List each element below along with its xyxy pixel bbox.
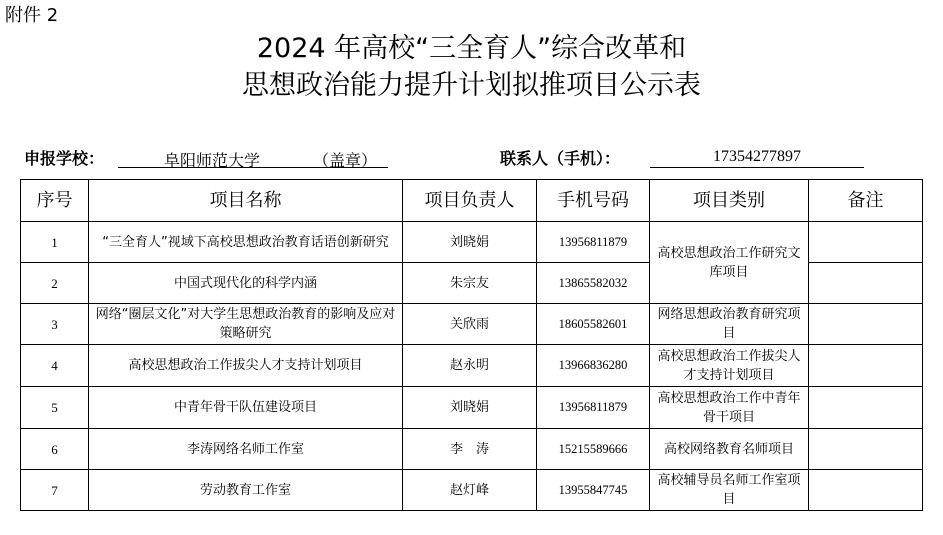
row-phone: 13956811879	[537, 387, 650, 429]
page-title-line2: 思想政治能力提升计划拟推项目公示表	[242, 70, 701, 101]
table-row	[21, 429, 923, 470]
row-phone: 18605582601	[537, 304, 650, 345]
row-phone: 13966836280	[537, 345, 650, 387]
table-row	[21, 345, 923, 387]
row-leader: 赵灯峰	[403, 470, 537, 511]
table-row	[21, 222, 923, 263]
row-phone: 13865582032	[537, 263, 650, 304]
header-leader: 项目负责人	[403, 180, 537, 222]
row-category: 高校辅导员名师工作室项目	[650, 470, 809, 511]
row-note	[809, 345, 923, 387]
header-note: 备注	[809, 180, 923, 222]
project-table	[20, 179, 923, 511]
row-leader: 朱宗友	[403, 263, 537, 304]
row-category: 高校网络教育名师项目	[650, 429, 809, 470]
row-note	[809, 470, 923, 511]
school-field	[118, 148, 388, 168]
row-no: 2	[21, 263, 89, 304]
row-name: 中国式现代化的科学内涵	[89, 263, 403, 304]
table-row	[21, 304, 923, 345]
row-leader: 刘晓娟	[403, 387, 537, 429]
row-leader: 刘晓娟	[403, 222, 537, 263]
header-no: 序号	[21, 180, 89, 222]
row-leader: 赵永明	[403, 345, 537, 387]
row-name: 李涛网络名师工作室	[89, 429, 403, 470]
row-category: 高校思想政治工作研究文库项目	[650, 222, 809, 304]
attachment-label: 附件 2	[5, 5, 59, 26]
row-no: 4	[21, 345, 89, 387]
row-category: 网络思想政治教育研究项目	[650, 304, 809, 345]
row-no: 1	[21, 222, 89, 263]
row-name: 劳动教育工作室	[89, 470, 403, 511]
table-row	[21, 470, 923, 511]
contact-value: 17354277897	[650, 148, 864, 168]
row-no: 6	[21, 429, 89, 470]
row-name: “三全育人”视域下高校思想政治教育话语创新研究	[89, 222, 403, 263]
row-no: 3	[21, 304, 89, 345]
page-title-line1: 2024 年高校“三全育人”综合改革和	[256, 33, 687, 64]
row-note	[809, 304, 923, 345]
seal-label: （盖章）	[313, 151, 378, 170]
table-row	[21, 387, 923, 429]
header-category: 项目类别	[650, 180, 809, 222]
school-value: 阜阳师范大学	[164, 151, 261, 170]
row-phone: 15215589666	[537, 429, 650, 470]
row-note	[809, 429, 923, 470]
row-note	[809, 387, 923, 429]
row-no: 5	[21, 387, 89, 429]
contact-label: 联系人（手机）：	[500, 149, 621, 168]
row-name: 高校思想政治工作拔尖人才支持计划项目	[89, 345, 403, 387]
row-name: 网络“圈层文化”对大学生思想政治教育的影响及应对策略研究	[89, 304, 403, 345]
row-leader: 关欣雨	[403, 304, 537, 345]
row-category: 高校思想政治工作拔尖人才支持计划项目	[650, 345, 809, 387]
row-note	[809, 222, 923, 263]
row-name: 中青年骨干队伍建设项目	[89, 387, 403, 429]
row-leader: 李 涛	[403, 429, 537, 470]
header-phone: 手机号码	[537, 180, 650, 222]
school-label: 申报学校：	[24, 149, 105, 168]
row-no: 7	[21, 470, 89, 511]
row-phone: 13955847745	[537, 470, 650, 511]
row-phone: 13956811879	[537, 222, 650, 263]
header-name: 项目名称	[89, 180, 403, 222]
row-category: 高校思想政治工作中青年骨干项目	[650, 387, 809, 429]
row-note	[809, 263, 923, 304]
table-header-row	[21, 180, 923, 222]
